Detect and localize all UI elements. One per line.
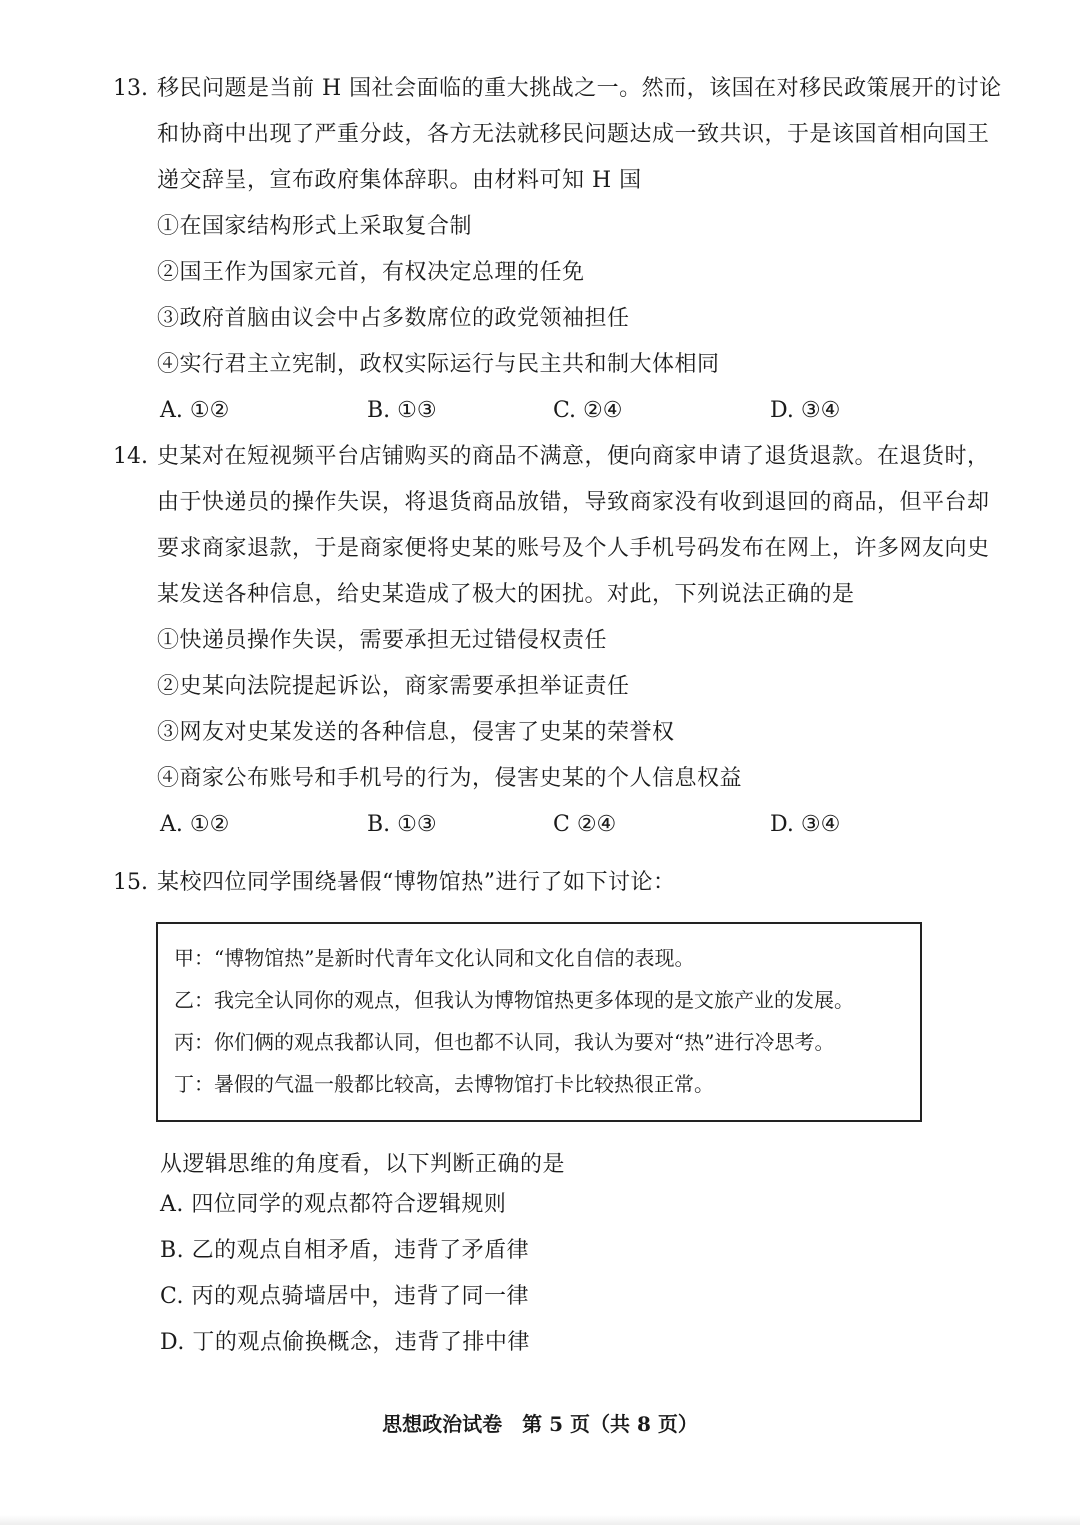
answer-option-a: A. ①② [160, 812, 230, 837]
statement-item: ③政府首脑由议会中占多数席位的政党领袖担任 [157, 306, 630, 331]
discussion-box [156, 922, 922, 1122]
question-number: 13. [113, 76, 148, 101]
answer-option-c: C. 丙的观点骑墙居中，违背了同一律 [160, 1284, 530, 1309]
question-stem-line: 要求商家退款，于是商家便将史某的账号及个人手机号码发布在网上，许多网友向史 [157, 536, 990, 561]
statement-item: ③网友对史某发送的各种信息，侵害了史某的荣誉权 [157, 720, 675, 745]
statement-item: ④实行君主立宪制，政权实际运行与民主共和制大体相同 [157, 352, 720, 377]
question-stem-line: 移民问题是当前 H 国社会面临的重大挑战之一。然而，该国在对移民政策展开的讨论 [157, 76, 1002, 101]
answer-option-c: C. ②④ [553, 398, 623, 423]
question-stem-line: 递交辞呈，宣布政府集体辞职。由材料可知 H 国 [157, 168, 642, 193]
statement-item: ②国王作为国家元首，有权决定总理的任免 [157, 260, 585, 285]
answer-option-a: A. 四位同学的观点都符合逻辑规则 [160, 1192, 507, 1217]
question-prompt: 从逻辑思维的角度看，以下判断正确的是 [160, 1152, 566, 1177]
discussion-line-bing: 丙：你们俩的观点我都认同，但也都不认同，我认为要对“热”进行冷思考。 [174, 1030, 835, 1054]
question-stem-line: 和协商中出现了严重分歧，各方无法就移民问题达成一致共识，于是该国首相向国王 [157, 122, 990, 147]
answer-option-b: B. 乙的观点自相矛盾，违背了矛盾律 [160, 1238, 530, 1263]
question-number: 14. [113, 444, 148, 469]
answer-option-d: D. 丁的观点偷换概念，违背了排中律 [160, 1330, 530, 1355]
question-stem-line: 某校四位同学围绕暑假“博物馆热”进行了如下讨论： [157, 870, 676, 895]
statement-item: ④商家公布账号和手机号的行为，侵害史某的个人信息权益 [157, 766, 743, 791]
answer-option-a: A. ①② [160, 398, 230, 423]
discussion-line-yi: 乙：我完全认同你的观点，但我认为博物馆热更多体现的是文旅产业的发展。 [174, 988, 854, 1012]
statement-item: ①在国家结构形式上采取复合制 [157, 214, 473, 239]
answer-option-c: C ②④ [553, 812, 617, 837]
answer-option-b: B. ①③ [367, 398, 437, 423]
answer-option-b: B. ①③ [367, 812, 437, 837]
question-number: 15. [113, 870, 148, 895]
answer-option-d: D. ③④ [770, 812, 841, 837]
page-footer: 思想政治试卷 第 5 页（共 8 页） [382, 1412, 698, 1436]
question-stem-line: 某发送各种信息，给史某造成了极大的困扰。对此，下列说法正确的是 [157, 582, 855, 607]
scan-edge [0, 1515, 1080, 1525]
statement-item: ①快递员操作失误，需要承担无过错侵权责任 [157, 628, 608, 653]
question-stem-line: 由于快递员的操作失误，将退货商品放错，导致商家没有收到退回的商品，但平台却 [157, 490, 990, 515]
answer-option-d: D. ③④ [770, 398, 841, 423]
question-stem-line: 史某对在短视频平台店铺购买的商品不满意，便向商家申请了退货退款。在退货时， [157, 444, 990, 469]
discussion-line-jia: 甲：“博物馆热”是新时代青年文化认同和文化自信的表现。 [174, 946, 695, 970]
statement-item: ②史某向法院提起诉讼，商家需要承担举证责任 [157, 674, 630, 699]
discussion-line-ding: 丁：暑假的气温一般都比较高，去博物馆打卡比较热很正常。 [174, 1072, 714, 1096]
